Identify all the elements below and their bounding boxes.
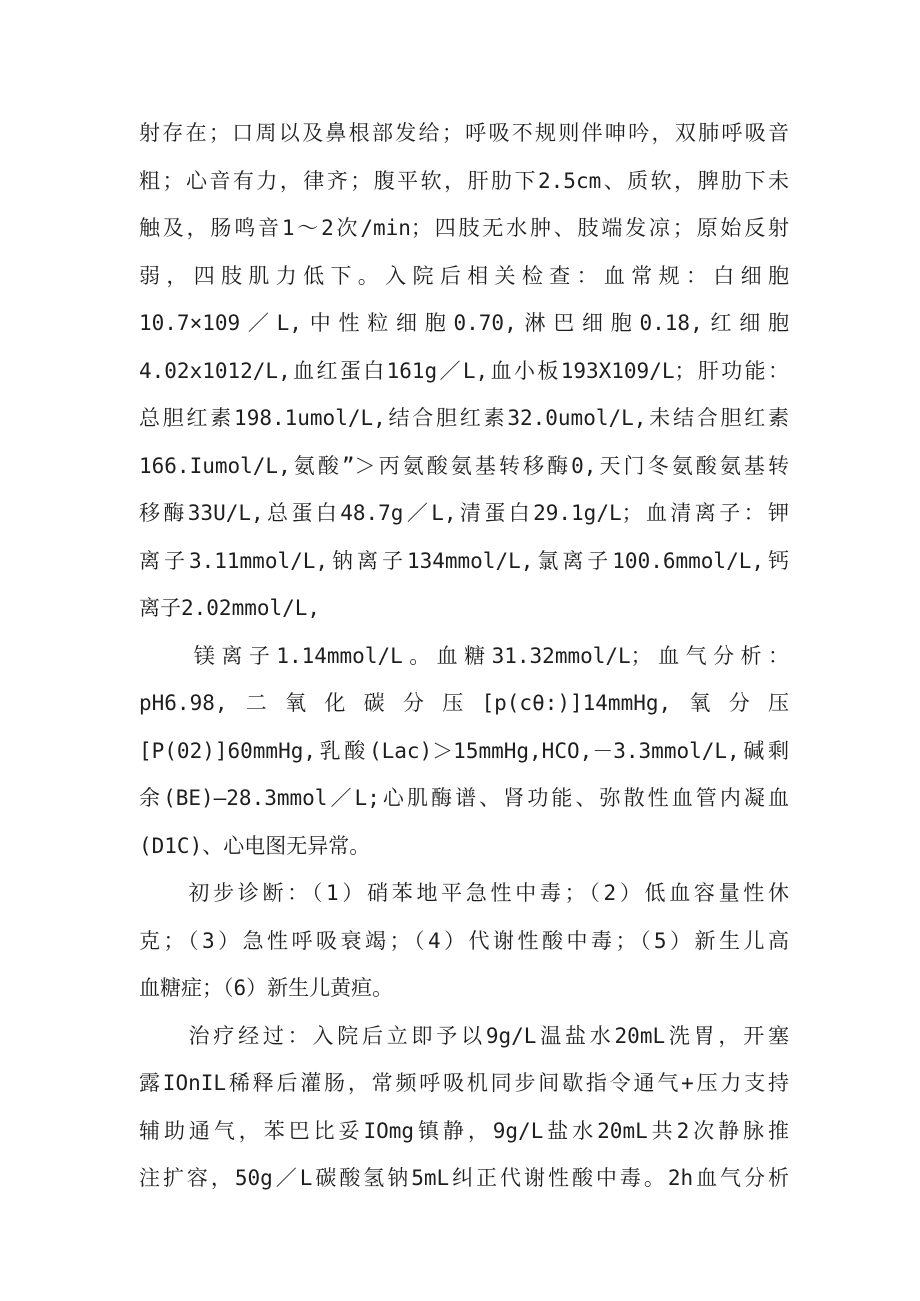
text-line: 镁离子1.14mmol/L。血糖31.32mmol/L；血气分析：: [139, 643, 789, 668]
text-line: 辅助通气，苯巴比妥IOmg镇静，9g/L盐水20mL共2次静脉推: [139, 1118, 789, 1143]
paragraph-4: [139, 1013, 789, 1203]
text-line: 射存在；口周以及鼻根部发给；呼吸不规则伴呻吟，双肺呼吸音: [139, 121, 789, 145]
paragraph-3: [139, 870, 789, 1013]
text-line: [P(02)]60mmHg,乳酸(Lac)＞15mmHg,HCO,－3.3mmol/L,碱剩: [139, 738, 789, 763]
text-line: 10.7×109／L,中性粒细胞0.70,淋巴细胞0.18,红细胞: [139, 311, 789, 335]
text-line: 余(BE)—28.3mmol／L;心肌酶谱、肾功能、弥散性血管内凝血: [139, 786, 789, 810]
text-line: 移酶33U/L,总蛋白48.7g／L,清蛋白29.1g/L；血清离子：钾: [139, 501, 789, 525]
text-line: 4.02x1012/L,血红蛋白161g／L,血小板193X109/L；肝功能：: [139, 358, 789, 383]
text-line: 血糖症；（6）新生儿黄疸。: [139, 976, 394, 1000]
text-line: 166.Iumol/L,氨酸”＞丙氨酸氨基转移酶0,天门冬氨酸氨基转: [139, 453, 789, 478]
text-line: 触及，肠鸣音1～2次/min；四肢无水肿、肢端发凉；原始反射: [139, 216, 789, 240]
text-line: 初步诊断：（1）硝苯地平急性中毒；（2）低血容量性休: [139, 881, 789, 905]
text-line: (D1C)、心电图无异常。: [139, 833, 371, 858]
paragraph-1: [139, 110, 789, 633]
text-line: pH6.98,二氧化碳分压[p(cθ:)]14mmHg,氧分压: [139, 691, 789, 715]
text-line: 离子2.02mmol/L,: [139, 596, 321, 620]
text-line: 总胆红素198.1umol/L,结合胆红素32.0umol/L,未结合胆红素: [139, 406, 789, 430]
text-line: 治疗经过：入院后立即予以9g/L温盐水20mL洗胃，开塞: [139, 1023, 789, 1048]
text-line: 离子3.11mmol/L,钠离子134mmol/L,氯离子100.6mmol/L,钙: [139, 548, 789, 573]
text-line: 克；（3）急性呼吸衰竭；（4）代谢性酸中毒；（5）新生儿高: [139, 928, 789, 953]
text-line: 注扩容，50g／L碳酸氢钠5mL纠正代谢性酸中毒。2h血气分析: [139, 1166, 789, 1190]
text-line: 露IOnIL稀释后灌肠，常频呼吸机同步间歇指令通气+压力支持: [139, 1071, 789, 1095]
paragraph-2: [139, 633, 789, 871]
text-line: 弱，四肢肌力低下。入院后相关检查：血常规：白细胞: [139, 263, 789, 288]
text-line: 粗；心音有力，律齐；腹平软，肝肋下2.5cm、质软，脾肋下未: [139, 168, 789, 193]
body-text: [139, 110, 789, 1203]
